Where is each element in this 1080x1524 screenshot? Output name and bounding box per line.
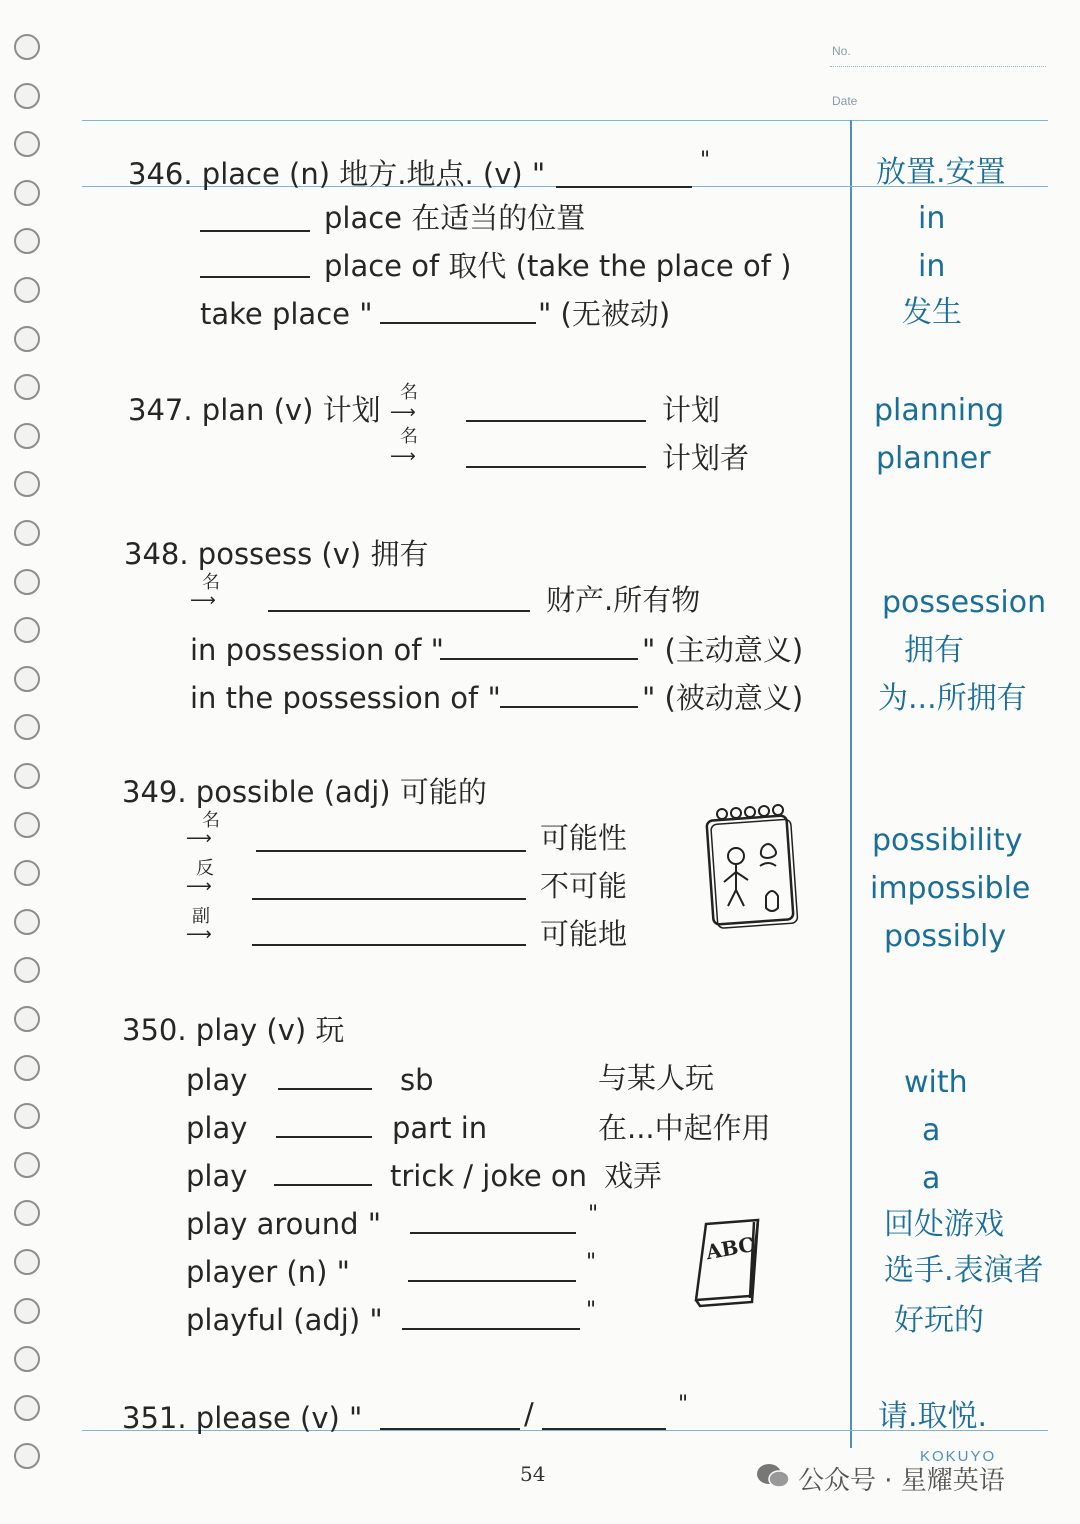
- binding-ring: [14, 1200, 40, 1226]
- answer: possibility: [872, 823, 1023, 858]
- answer: 发生: [902, 295, 962, 330]
- entry-346-line4: take place ": [200, 297, 373, 331]
- binding-ring: [14, 374, 40, 400]
- arrow-label: 名: [400, 382, 418, 403]
- wechat-icon: [756, 1462, 790, 1490]
- row-a: play: [186, 1159, 248, 1193]
- date-label: Date: [832, 94, 858, 108]
- binding-ring: [14, 860, 40, 886]
- slash: /: [524, 1397, 534, 1431]
- binding-ring: [14, 34, 40, 60]
- binding-ring: [14, 1055, 40, 1081]
- blank: [252, 944, 526, 946]
- blank: [556, 186, 692, 188]
- entry-346-line2: place 在适当的位置: [324, 201, 586, 235]
- entry-351-line1: 351. please (v) ": [122, 1401, 363, 1435]
- entry-350-line5: play around ": [186, 1207, 382, 1241]
- binding-ring: [14, 1346, 40, 1372]
- arrow-label: 名: [202, 572, 220, 593]
- answer: a: [922, 1113, 941, 1148]
- binding-ring: [14, 812, 40, 838]
- brand-logo: KOKUYO: [920, 1448, 997, 1465]
- binding-ring: [14, 1103, 40, 1129]
- binding-ring: [14, 1249, 40, 1275]
- arrow-icon: ⟶: [390, 446, 416, 467]
- answer: planning: [874, 393, 1005, 428]
- blank: [542, 1428, 666, 1430]
- answer: in: [918, 201, 946, 236]
- binding-ring: [14, 957, 40, 983]
- arrow-icon: ⟶: [186, 924, 212, 945]
- blank: [380, 1428, 520, 1430]
- arrow-label: 副: [192, 906, 210, 927]
- arrow-label: 名: [202, 810, 220, 831]
- row-b: trick / joke on: [390, 1159, 588, 1193]
- row-b: sb: [400, 1063, 434, 1097]
- binding-ring: [14, 471, 40, 497]
- entry-348-line4: in the possession of ": [190, 681, 501, 715]
- answer: 选手.表演者: [884, 1253, 1044, 1288]
- blank: [408, 1280, 576, 1282]
- row-c: 在...中起作用: [598, 1111, 771, 1145]
- row-c: 戏弄: [604, 1159, 663, 1193]
- arrow-icon: ⟶: [390, 402, 416, 423]
- entry-346-line4-end: " (无被动): [538, 297, 671, 331]
- entry-350-line7: playful (adj) ": [186, 1303, 383, 1337]
- close-quote: ": [588, 1202, 599, 1227]
- blank: [200, 276, 310, 278]
- answer: in: [918, 249, 946, 284]
- entry-347-right2: 计划者: [662, 441, 750, 475]
- blank: [440, 658, 638, 660]
- entry-348-line3: in possession of ": [190, 633, 444, 667]
- answer: possession: [882, 585, 1047, 620]
- binding-ring: [14, 83, 40, 109]
- binding-ring: [14, 617, 40, 643]
- binding-ring: [14, 180, 40, 206]
- binding-ring: [14, 666, 40, 692]
- blank: [410, 1232, 576, 1234]
- row-a: play: [186, 1063, 248, 1097]
- no-dotline: [830, 66, 1046, 67]
- blank: [274, 1184, 372, 1186]
- binding-ring: [14, 228, 40, 254]
- answer: with: [904, 1065, 968, 1100]
- blank: [268, 610, 530, 612]
- binding-ring: [14, 277, 40, 303]
- answer: 好玩的: [894, 1303, 984, 1338]
- abc-book-doodle-icon: [688, 1216, 768, 1308]
- answer: 为...所拥有: [878, 681, 1027, 716]
- close-quote: ": [700, 148, 711, 173]
- entry-348-line4-end: " (被动意义): [642, 681, 804, 715]
- entry-349-right2: 不可能: [540, 869, 628, 903]
- answer: impossible: [870, 871, 1031, 906]
- binding-ring: [14, 1395, 40, 1421]
- binding-ring: [14, 569, 40, 595]
- binding-ring: [14, 326, 40, 352]
- blank: [200, 230, 310, 232]
- entry-347-line1: 347. plan (v) 计划: [128, 393, 381, 427]
- blank: [466, 466, 646, 468]
- header-rule: [82, 120, 1048, 121]
- page-number: 54: [520, 1462, 546, 1486]
- blank: [276, 1136, 372, 1138]
- entry-349-right1: 可能性: [540, 821, 628, 855]
- answer: 放置.安置: [876, 155, 1006, 190]
- binding-ring: [14, 423, 40, 449]
- binding-ring: [14, 909, 40, 935]
- entry-346-line1: 346. place (n) 地方.地点. (v) ": [128, 157, 546, 191]
- blank: [256, 850, 526, 852]
- entry-348-right1: 财产.所有物: [546, 583, 701, 617]
- entry-348-line1: 348. possess (v) 拥有: [124, 537, 429, 571]
- arrow-icon: ⟶: [186, 828, 212, 849]
- blank: [466, 420, 646, 422]
- answer-column-divider: [850, 120, 852, 1448]
- binding-ring: [14, 520, 40, 546]
- blank: [278, 1088, 372, 1090]
- entry-347-right1: 计划: [662, 393, 721, 427]
- arrow-label: 名: [400, 426, 418, 447]
- blank: [380, 322, 536, 324]
- book-label: ABC: [704, 1232, 757, 1265]
- binding-ring: [14, 131, 40, 157]
- blank: [500, 706, 638, 708]
- close-quote: ": [678, 1392, 689, 1417]
- entry-350-line6: player (n) ": [186, 1255, 350, 1289]
- no-label: No.: [832, 44, 851, 58]
- watermark-text: 公众号 · 星耀英语: [798, 1466, 1005, 1496]
- row-c: 与某人玩: [598, 1061, 715, 1095]
- answer: 拥有: [904, 633, 964, 668]
- answer: 请.取悦.: [878, 1399, 988, 1434]
- answer: planner: [876, 441, 991, 476]
- entry-350-line1: 350. play (v) 玩: [122, 1013, 345, 1047]
- answer: 回处游戏: [884, 1207, 1004, 1242]
- binding-ring: [14, 763, 40, 789]
- binding-ring: [14, 1152, 40, 1178]
- answer: possibly: [884, 919, 1007, 954]
- entry-348-line3-end: " (主动意义): [642, 633, 804, 667]
- blank: [252, 898, 526, 900]
- entry-349-line1: 349. possible (adj) 可能的: [122, 775, 487, 809]
- close-quote: ": [586, 1250, 597, 1275]
- binding-ring: [14, 1298, 40, 1324]
- row-b: part in: [392, 1111, 488, 1145]
- row-a: play: [186, 1111, 248, 1145]
- binding-ring: [14, 714, 40, 740]
- close-quote: ": [586, 1298, 597, 1323]
- binding-ring: [14, 1443, 40, 1469]
- entry-346-line3: place of 取代 (take the place of ): [324, 249, 792, 283]
- arrow-label: 反: [196, 858, 214, 879]
- arrow-icon: ⟶: [186, 876, 212, 897]
- arrow-icon: ⟶: [190, 590, 216, 611]
- blank: [402, 1328, 580, 1330]
- notepad-doodle-icon: [700, 804, 800, 930]
- answer: a: [922, 1161, 941, 1196]
- binding-ring: [14, 1006, 40, 1032]
- entry-349-right3: 可能地: [540, 917, 628, 951]
